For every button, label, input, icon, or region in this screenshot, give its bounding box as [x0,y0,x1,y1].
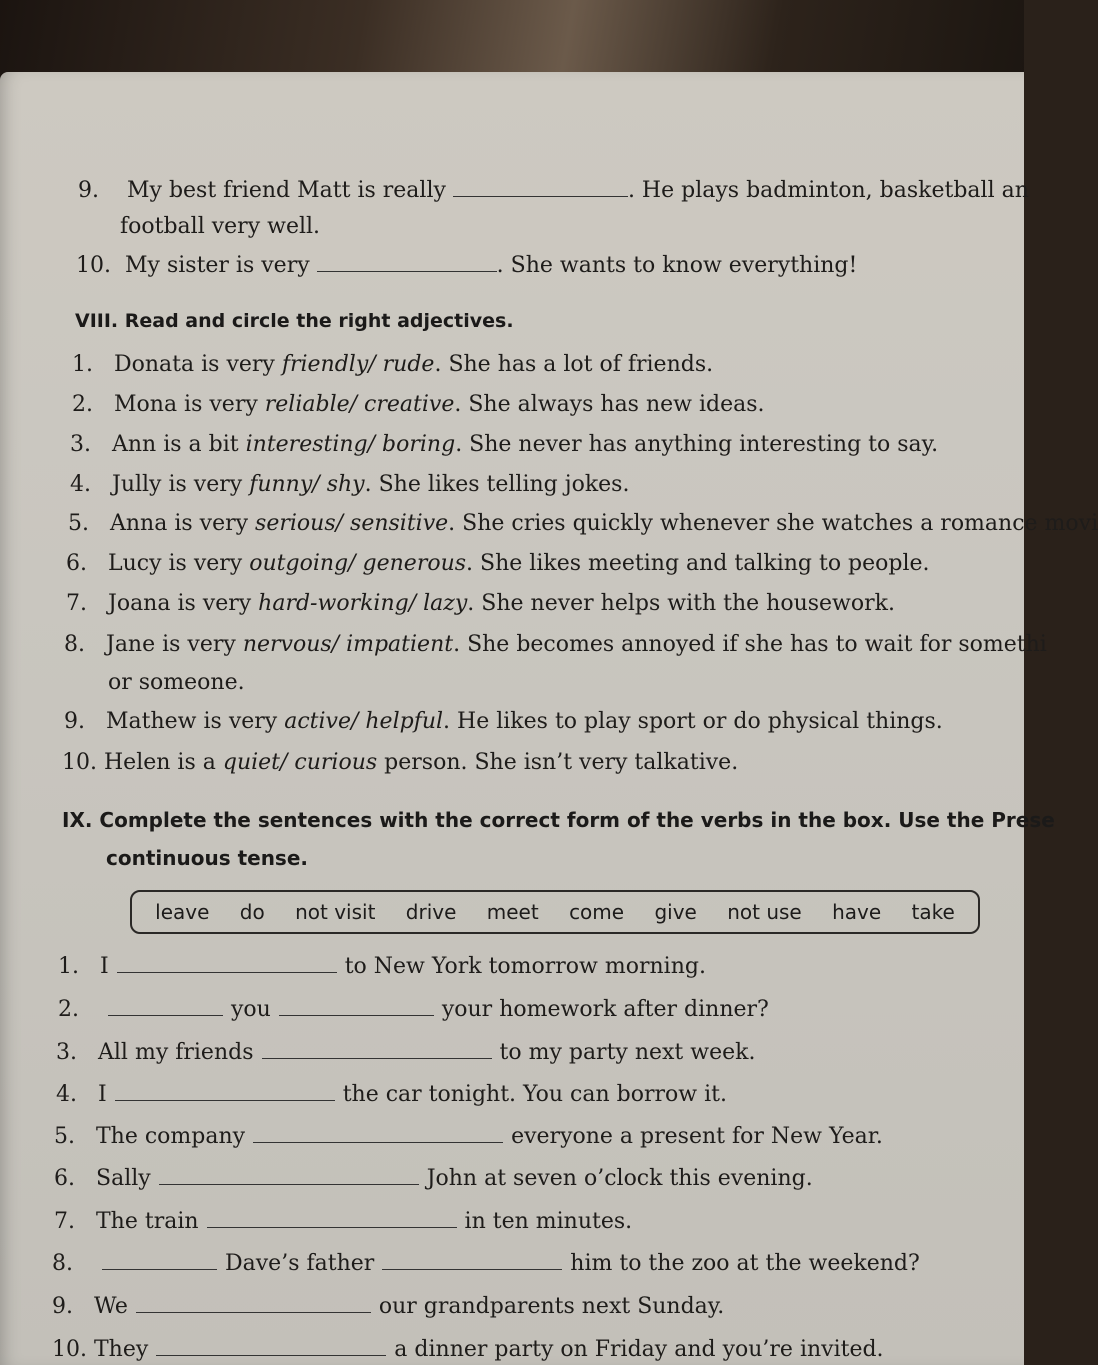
answer-blank[interactable] [453,178,628,197]
item-text: All my friends [98,1040,254,1065]
item-number: 7. [66,591,87,616]
item-number: 5. [68,511,89,536]
adjective-option[interactable]: outgoing/ [249,551,356,576]
item-text: you [231,997,271,1022]
section-9-heading-cont: continuous tense. [106,846,309,870]
item-text: My sister is very [125,253,310,278]
adjective-item [64,709,943,734]
adjective-option[interactable]: sensitive [343,511,449,536]
answer-blank[interactable] [382,1251,562,1270]
verb-item [56,1040,755,1065]
item-number: 2. [58,997,79,1022]
item-text: Sally [96,1166,151,1191]
adjective-item [70,432,938,457]
verb-box [130,890,980,934]
verb-item [58,997,769,1022]
verb-word: meet [486,900,539,924]
adjective-item [68,511,1098,536]
verb-word: leave [155,900,210,924]
item-text: Donata is very [114,352,282,377]
item-text: . She never helps with the housework. [467,591,895,616]
item-text: Lucy is very [108,551,250,576]
answer-blank[interactable] [108,997,223,1016]
answer-blank[interactable] [102,1251,217,1270]
section-9-heading: IX. Complete the sentences with the correct form of the verbs in the box. Use the Prese [62,808,1055,832]
item-text: Anna is very [110,511,256,536]
item-text: everyone a present for New Year. [511,1124,883,1149]
verb-item [52,1251,920,1276]
verb-item [54,1166,813,1191]
verb-word: give [654,900,697,924]
answer-blank[interactable] [159,1166,419,1185]
adjective-option[interactable]: curious [287,750,378,775]
item-number: 6. [66,551,87,576]
verb-word: drive [405,900,457,924]
answer-blank[interactable] [207,1209,457,1228]
item-text: person. She isn’t very talkative. [377,750,739,775]
adjective-option[interactable]: funny/ [249,472,320,497]
adjective-option[interactable]: generous [355,551,467,576]
item-text: him to the zoo at the weekend? [570,1251,920,1276]
adjective-option[interactable]: lazy [416,591,468,616]
item-text: . She wants to know everything! [496,253,858,278]
item-text: . She becomes annoyed if she has to wait for somethi [453,632,1047,657]
answer-blank[interactable] [115,1082,335,1101]
verb-item [56,1082,727,1107]
item-number: 2. [72,392,93,417]
item-number: 5. [54,1124,75,1149]
adjective-item [62,750,738,775]
item-text: Joana is very [108,591,259,616]
adjective-option[interactable]: active/ [284,709,359,734]
answer-blank[interactable] [156,1337,386,1356]
item-text: John at seven o’clock this evening. [426,1166,813,1191]
item-text: our grandparents next Sunday. [378,1294,725,1319]
item-text: . She has a lot of friends. [434,352,714,377]
item-number: 10. [52,1337,87,1362]
adjective-option[interactable]: interesting/ [245,432,376,457]
item-number: 3. [70,432,91,457]
verb-word: have [832,900,882,924]
adjective-option[interactable]: shy [319,472,365,497]
item-number: 9. [64,709,85,734]
item-text: Mona is very [114,392,265,417]
verb-word: not use [727,900,802,924]
item-number: 8. [64,632,85,657]
answer-blank[interactable] [253,1124,503,1143]
item-number: 3. [56,1040,77,1065]
verb-item [52,1337,884,1362]
verb-word: do [239,900,265,924]
item-text: The train [96,1209,199,1234]
item-text: to New York tomorrow morning. [344,954,706,979]
adjective-item [66,551,930,576]
item-number: 6. [54,1166,75,1191]
adjective-option[interactable]: boring [375,432,456,457]
adjective-option[interactable]: creative [357,392,455,417]
verb-word: not visit [295,900,376,924]
item-text: . He plays badminton, basketball an [627,178,1029,203]
item-text: We [94,1294,128,1319]
item-text: your homework after dinner? [441,997,769,1022]
section-8-heading: VIII. Read and circle the right adjectives. [75,310,514,332]
item-text: I [100,954,109,979]
item-text: Jane is very [106,632,243,657]
adjective-item [70,472,629,497]
item-text: . He likes to play sport or do physical things. [443,709,943,734]
item-number: 10. [62,750,97,775]
item-number: 7. [54,1209,75,1234]
prev-item-9-cont: football very well. [120,214,321,239]
adjective-item [72,392,765,417]
answer-blank[interactable] [136,1294,371,1313]
item-text: Jully is very [112,472,250,497]
item-number: 4. [56,1082,77,1107]
verb-word: come [569,900,625,924]
verb-item [54,1124,883,1149]
item-text: Mathew is very [106,709,285,734]
item-text: The company [96,1124,246,1149]
item-number: 9. [78,178,99,203]
verb-item [52,1294,724,1319]
answer-blank[interactable] [279,997,434,1016]
item-text: . She likes telling jokes. [364,472,630,497]
item-number: 9. [52,1294,73,1319]
item-number: 4. [70,472,91,497]
adjective-option[interactable]: hard-working/ [258,591,417,616]
item-number: 10. [76,253,111,278]
item-number: 1. [58,954,79,979]
adjective-option[interactable]: reliable/ [264,392,358,417]
item-text: in ten minutes. [464,1209,633,1234]
prev-item-9 [78,178,1029,203]
adjective-option[interactable]: quiet/ [222,750,288,775]
adjective-option[interactable]: serious/ [255,511,344,536]
item-text: They [94,1337,149,1362]
item-number: 8. [52,1251,73,1276]
item-text: . She never has anything interesting to say. [455,432,939,457]
item-text: I [98,1082,107,1107]
adjective-item [66,591,895,616]
adjective-option[interactable]: friendly/ [281,352,376,377]
answer-blank[interactable] [117,954,337,973]
item-text: . She cries quickly whenever she watches a romance movi [448,511,1098,536]
item-text: a dinner party on Friday and you’re invited. [394,1337,884,1362]
adjective-item-cont: or someone. [108,670,245,695]
answer-blank[interactable] [317,253,497,272]
item-text: Helen is a [104,750,223,775]
adjective-option[interactable]: helpful [358,709,444,734]
adjective-item [72,352,713,377]
verb-item [58,954,706,979]
item-number: 1. [72,352,93,377]
verb-item [54,1209,632,1234]
item-text: Ann is a bit [112,432,246,457]
item-text: the car tonight. You can borrow it. [342,1082,727,1107]
adjective-item [64,632,1047,657]
adjective-option[interactable]: rude [375,352,435,377]
prev-item-10 [76,253,857,278]
verb-word: take [911,900,955,924]
item-text: . She always has new ideas. [454,392,765,417]
item-text: to my party next week. [499,1040,756,1065]
item-text: . She likes meeting and talking to people. [466,551,930,576]
adjective-option[interactable]: nervous/ [242,632,340,657]
adjective-option[interactable]: impatient [339,632,454,657]
item-text: My best friend Matt is really [127,178,446,203]
item-text: Dave’s father [225,1251,375,1276]
answer-blank[interactable] [262,1040,492,1059]
